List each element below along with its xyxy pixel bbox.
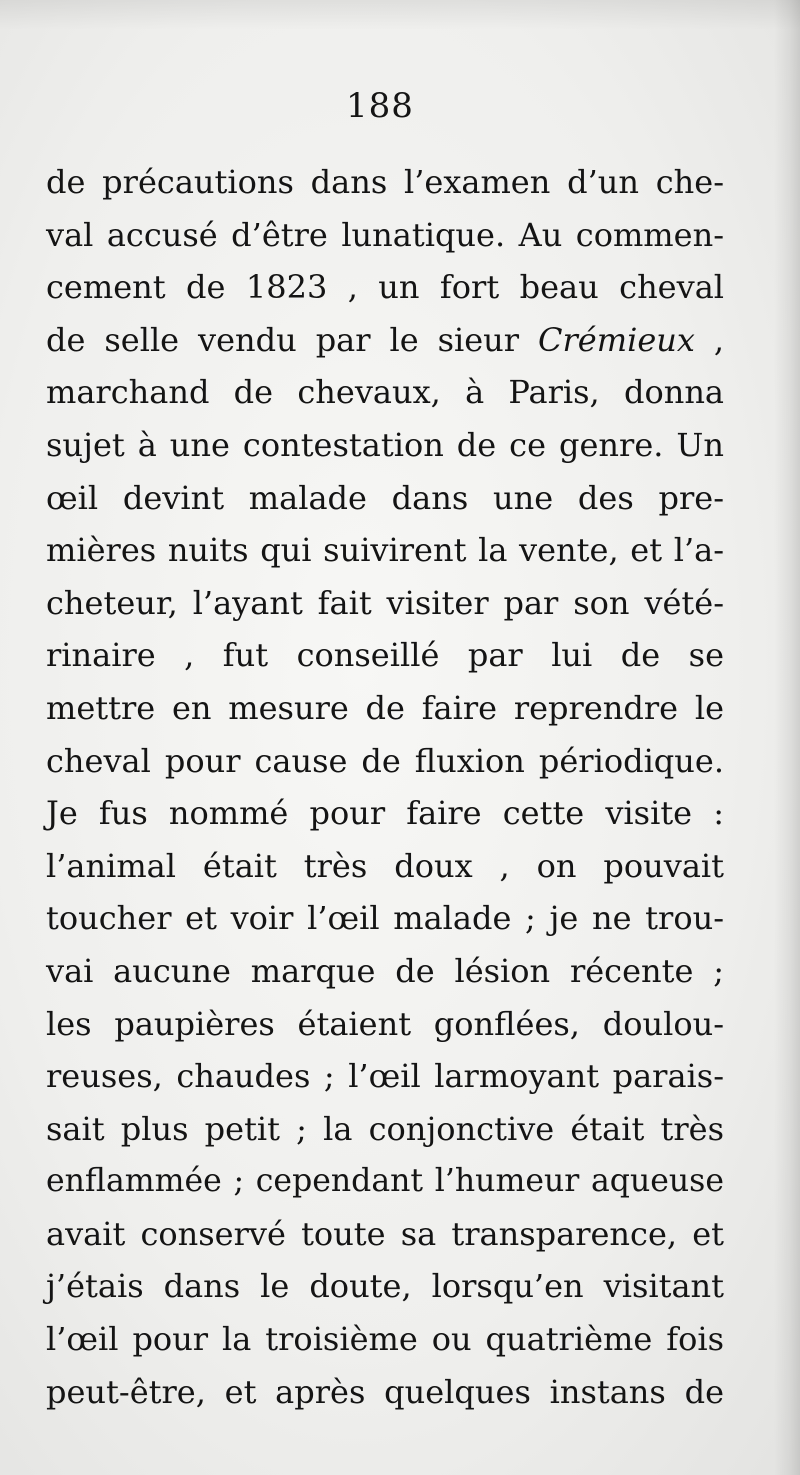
text-line — [46, 261, 724, 314]
page-right-edge-shadow — [774, 0, 800, 1475]
text-line — [46, 787, 724, 840]
text-segment: œil devint malade dans une des pre- — [46, 478, 724, 517]
text-segment: , — [694, 320, 725, 359]
text-line — [46, 366, 724, 419]
text-line — [46, 209, 724, 262]
text-line — [46, 1313, 724, 1366]
text-segment: sujet à une contestation de ce genre. Un — [46, 425, 724, 464]
text-segment: mettre en mesure de faire reprendre le — [46, 688, 724, 727]
text-segment: marchand de chevaux, à Paris, donna — [46, 373, 724, 412]
text-segment: les paupières étaient gonflées, doulou- — [46, 1004, 724, 1043]
text-segment: enflammée ; cependant l’humeur aqueuse — [46, 1163, 724, 1200]
text-segment: Je fus nommé pour faire cette visite : — [46, 794, 724, 833]
text-line — [46, 629, 724, 682]
text-segment: de précautions dans l’examen d’un che- — [46, 163, 724, 201]
text-segment: cheval pour cause de fluxion périodique. — [46, 741, 724, 780]
text-line — [46, 892, 724, 945]
text-line — [46, 314, 724, 367]
text-line — [46, 1366, 724, 1419]
text-segment: sait plus petit ; la conjonctive était très — [46, 1109, 724, 1148]
text-segment: mières nuits qui suivirent la vente, et l’a- — [46, 531, 724, 570]
text-segment: de selle vendu par le sieur — [46, 320, 539, 359]
body-text — [46, 156, 724, 1418]
text-line — [46, 1260, 724, 1313]
text-segment: rinaire , fut conseillé par lui de se — [46, 636, 724, 675]
text-line — [46, 682, 724, 735]
text-segment: cheteur, l’ayant fait visiter par son vété- — [46, 583, 724, 622]
text-line — [46, 1050, 724, 1103]
text-line — [46, 1103, 724, 1156]
text-segment: peut-être, et après quelques instans de — [46, 1372, 724, 1411]
text-line — [46, 735, 724, 788]
text-line — [46, 1155, 724, 1208]
text-segment: toucher et voir l’œil malade ; je ne trou- — [46, 899, 724, 938]
text-line — [46, 945, 724, 998]
page-top-shadow — [0, 0, 800, 30]
text-segment: j’étais dans le doute, lorsqu’en visitant — [46, 1267, 724, 1306]
text-line — [46, 419, 724, 472]
page-number: 188 — [346, 86, 414, 126]
text-segment: cement de 1823 , un fort beau cheval — [46, 268, 724, 307]
italic-name: Crémieux — [538, 320, 695, 359]
text-segment: reuses, chaudes ; l’œil larmoyant parais- — [46, 1057, 724, 1096]
text-line — [46, 840, 724, 893]
text-line — [46, 1208, 724, 1261]
text-line — [46, 998, 724, 1051]
text-line — [46, 524, 724, 577]
text-segment: avait conservé toute sa transparence, et — [46, 1214, 724, 1253]
text-line — [46, 577, 724, 630]
text-segment: l’animal était très doux , on pouvait — [46, 846, 724, 885]
text-segment: l’œil pour la troisième ou quatrième fois — [46, 1320, 724, 1359]
text-line — [46, 472, 724, 525]
text-segment: vai aucune marque de lésion récente ; — [46, 951, 724, 990]
text-line — [46, 156, 724, 209]
text-segment: val accusé d’être lunatique. Au commen- — [46, 215, 724, 254]
